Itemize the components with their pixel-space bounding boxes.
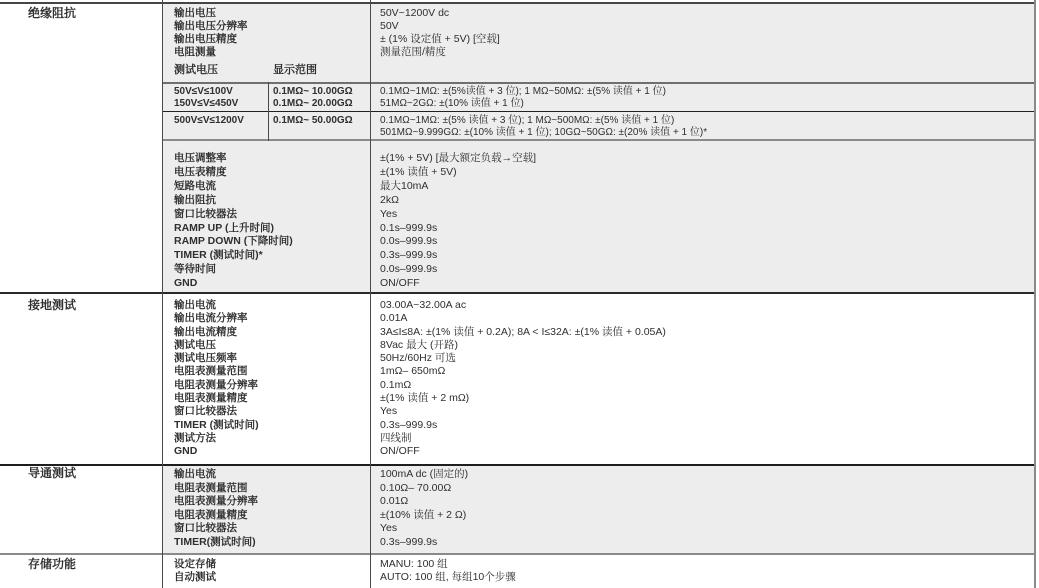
spec-label: 电压表精度 [174, 165, 227, 178]
spec-label: 输出电压分辨率 [174, 20, 248, 32]
spec-value: 0.01A [380, 312, 408, 325]
column-rule-2 [370, 0, 371, 588]
spec-label: 电阻表测量精度 [174, 508, 248, 521]
spec-value: MANU: 100 组 [380, 558, 448, 570]
subtable-accuracy: 501MΩ~9.999GΩ: ±(10% 读值 + 1 位); 10GΩ~50GΩ: ±(20% 读值 + 1 位)* [380, 126, 708, 138]
insulation-rows2-values [380, 152, 536, 291]
spec-value: 0.3s–999.9s [380, 249, 438, 262]
spec-label: TIMER(测试时间) [174, 535, 256, 548]
section-title-storage: 存储功能 [28, 557, 77, 571]
subtable-group2-accuracy [380, 115, 707, 138]
spec-label: 电阻表测量范围 [174, 365, 248, 378]
storage-labels [174, 558, 216, 584]
spec-value: ± (1% 设定值 + 5V) [空载] [380, 33, 500, 45]
spec-label: 电阻表测量范围 [174, 481, 248, 494]
spec-value: ±(1% 读值 + 5V) [380, 165, 457, 178]
spec-value: 3A≤I≤8A: ±(1% 读值 + 0.2A); 8A < I≤32A: ±(1% 读值 + 0.05A) [380, 325, 666, 338]
insulation-rows1-values [380, 7, 500, 59]
spec-value: 1mΩ– 650mΩ [380, 365, 446, 378]
subtable-accuracy: 51MΩ~2GΩ: ±(10% 读值 + 1 位) [380, 97, 524, 109]
spec-value: 0.1mΩ [380, 378, 412, 391]
separator-insulation-ground [0, 292, 1036, 294]
spec-value: AUTO: 100 组, 每组10个步骤 [380, 571, 516, 583]
table-top-border [0, 2, 1036, 4]
ground-values [380, 299, 666, 459]
spec-label: TIMER (测试时间)* [174, 249, 263, 262]
spec-value: 50V [380, 20, 399, 32]
spec-label: 窗口比较器法 [174, 405, 237, 418]
spec-label: 窗口比较器法 [174, 207, 237, 220]
section-title-continuity: 导通测试 [28, 466, 77, 480]
spec-value: 测量范围/精度 [380, 46, 446, 58]
subtable-top-rule [163, 82, 1034, 84]
subtable-accuracy: 0.1MΩ~1MΩ: ±(5% 读值 + 3 位); 1 MΩ~500MΩ: ±(5% 读值 + 1 位) [380, 115, 675, 126]
continuity-labels [174, 468, 258, 549]
insulation-rows2-labels [174, 152, 293, 291]
spec-label: GND [174, 445, 198, 458]
spec-label: 输出电流 [174, 468, 216, 480]
spec-value: ON/OFF [380, 277, 420, 290]
spec-label: 测试电压频率 [174, 352, 237, 365]
subtable-group1-accuracy [380, 86, 666, 109]
spec-value: 0.1s–999.9s [380, 221, 438, 234]
subtable-group1-ranges [273, 86, 353, 109]
spec-value: ON/OFF [380, 445, 420, 458]
spec-value: Yes [380, 405, 398, 418]
spec-label: 输出电流分辨率 [174, 312, 248, 325]
column-rule-1 [162, 0, 163, 588]
spec-value: 0.3s–999.9s [380, 418, 438, 431]
spec-value: 最大10mA [380, 179, 429, 192]
spec-label: 窗口比较器法 [174, 522, 237, 534]
spec-label: TIMER (测试时间) [174, 418, 259, 431]
subtable-header-test-voltage: 测试电压 [174, 64, 218, 76]
subtable-range: 0.1MΩ~ 10.00GΩ [273, 86, 353, 97]
spec-label: 输出电压 [174, 7, 216, 19]
spec-value: Yes [380, 207, 398, 220]
subtable-voltage: 50V≤V≤100V [174, 86, 233, 97]
section-title-insulation: 绝缘阻抗 [28, 6, 77, 20]
spec-label: RAMP DOWN (下降时间) [174, 235, 293, 248]
subtable-bottom-rule [163, 139, 1034, 141]
storage-values [380, 558, 516, 584]
spec-value: ±(10% 读值 + 2 Ω) [380, 508, 467, 521]
separator-continuity-storage [0, 553, 1036, 555]
spec-label: 电阻表测量分辨率 [174, 495, 258, 507]
spec-label: 测试方法 [174, 431, 216, 444]
subtable-header-display-range: 显示范围 [273, 64, 317, 76]
subtable-accuracy: 0.1MΩ~1MΩ: ±(5%读值 + 3 位); 1 MΩ~50MΩ: ±(5% 读值 + 1 位) [380, 86, 666, 97]
subtable-group2-voltages [174, 115, 244, 127]
subtable-voltage: 500V≤V≤1200V [174, 115, 244, 126]
spec-value: Yes [380, 522, 398, 534]
spec-value: 2kΩ [380, 193, 399, 206]
spec-label: 等待时间 [174, 263, 216, 276]
spec-label: RAMP UP (上升时间) [174, 221, 274, 234]
subtable-group1-voltages [174, 86, 238, 109]
spec-label: 电压调整率 [174, 152, 227, 164]
gray-band-insulation [163, 4, 1034, 292]
spec-label: 设定存储 [174, 558, 216, 570]
spec-value: 100mA dc (固定的) [380, 468, 469, 480]
subtable-voltage: 150V≤V≤450V [174, 97, 239, 109]
spec-label: GND [174, 277, 198, 290]
ground-labels [174, 299, 259, 459]
spec-value: ±(1% + 5V) [最大额定负载→空载] [380, 152, 536, 164]
section-title-ground: 接地测试 [28, 298, 77, 312]
spec-label: 电阻表测量精度 [174, 392, 248, 405]
spec-value: 03.00A~32.00A ac [380, 299, 467, 311]
spec-value: 0.3s–999.9s [380, 535, 438, 548]
spec-value: 0.10Ω– 70.00Ω [380, 481, 452, 494]
table-right-border [1034, 0, 1036, 588]
spec-label: 测试电压 [174, 338, 216, 351]
subtable-group2-ranges [273, 115, 353, 127]
spec-label: 输出电压精度 [174, 33, 237, 45]
spec-value: 50Hz/60Hz 可选 [380, 352, 456, 365]
spec-label: 输出电流精度 [174, 325, 237, 338]
spec-label: 电阻测量 [174, 46, 216, 58]
separator-ground-continuity [0, 464, 1036, 466]
spec-label: 自动测试 [174, 571, 216, 583]
subtable-range: 0.1MΩ~ 50.00GΩ [273, 115, 353, 126]
continuity-values [380, 468, 468, 549]
spec-value: 50V~1200V dc [380, 7, 450, 19]
spec-value: 0.01Ω [380, 495, 409, 507]
spec-value: 0.0s–999.9s [380, 235, 438, 248]
spec-value: 四线制 [380, 431, 412, 444]
spec-value: 8Vac 最大 (开路) [380, 338, 458, 351]
spec-label: 输出阻抗 [174, 193, 216, 206]
subtable-mid-rule [163, 111, 1034, 112]
spec-label: 电阻表测量分辨率 [174, 378, 258, 391]
insulation-rows1-labels [174, 7, 248, 59]
spec-label: 短路电流 [174, 179, 216, 192]
spec-value: 0.0s–999.9s [380, 263, 438, 276]
spec-value: ±(1% 读值 + 2 mΩ) [380, 392, 470, 405]
subtable-column-rule [268, 82, 269, 141]
spec-label: 输出电流 [174, 299, 216, 311]
gray-band-continuity [163, 466, 1034, 553]
subtable-range: 0.1MΩ~ 20.00GΩ [273, 97, 353, 109]
